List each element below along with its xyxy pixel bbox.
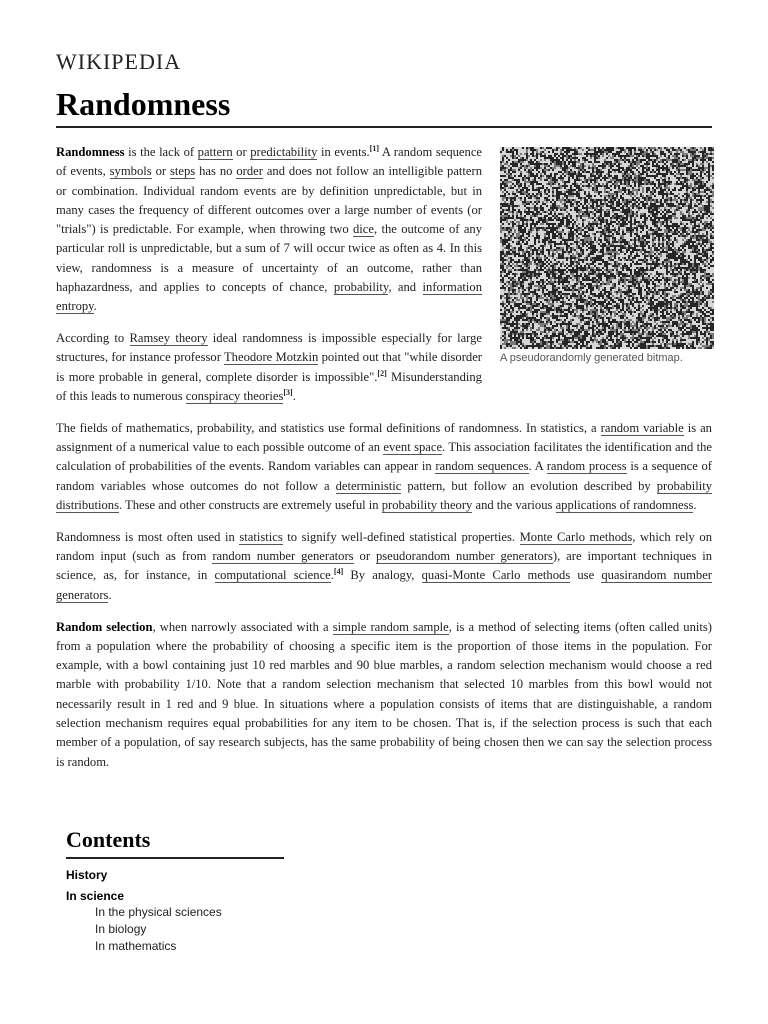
paragraph-fields: The fields of mathematics, probability, and statistics use formal definitions of randomness. In statistics, a random variable is an assignment of a numerical value to each possible outcome of an event space. This association facilitates the identification and the calculation of probabilities of the events. Random variables can appear in random sequences. A random process is a sequence of random variables whose outcomes do not follow a deterministic pattern, but follow an evolution described by probability distributions. These and other constructs are extremely useful in probability theory and the various applications of randomness. (56, 420, 713, 513)
article-body (56, 143, 712, 784)
link-predictability[interactable]: predictability (250, 145, 318, 159)
paragraph-random-selection: Random selection, when narrowly associated with a simple random sample, is a method of selecting items (often called units) from a population where the probability of choosing a specific item is the proportion of those items in the population. For example, with a bowl containing just 10 red marbles and 90 blue marbles, a random selection mechanism would choose a red marble with probability 1/10. Note that a random selection mechanism that selected 10 marbles from this bowl would not necessarily result in 1 red and 9 blue. In situations where a population consists of items that are distinguishable, a random selection mechanism requires equal probabilities for any item to be chosen. That is, if the selection process is such that each member of a population, of say research subjects, has the same probability of being chosen then we can say the selection process is random. (56, 619, 712, 769)
link-computational-science[interactable]: computational science (214, 568, 331, 583)
toc-item-history[interactable]: History (66, 868, 108, 882)
link-statistics[interactable]: statistics (239, 529, 283, 544)
link-theodore-motzkin[interactable]: Theodore Motzkin (223, 350, 319, 365)
table-of-contents (66, 826, 366, 955)
wikipedia-wordmark[interactable]: WIKIPEDIA (56, 49, 182, 74)
title-divider (56, 126, 712, 128)
link-deterministic[interactable]: deterministic (335, 478, 402, 493)
toc-item-in-science[interactable]: In science (66, 889, 125, 903)
page-title: Randomness (56, 86, 231, 122)
link-pattern[interactable]: pattern (197, 145, 233, 159)
link-symbols[interactable]: symbols (109, 164, 152, 179)
contents-title: Contents (66, 827, 151, 852)
term-randomness: Randomness (56, 145, 125, 159)
toc-item-mathematics[interactable]: In mathematics (95, 939, 177, 953)
link-conspiracy-theories[interactable]: conspiracy theories (185, 389, 284, 404)
figure-bitmap (500, 147, 722, 367)
link-steps[interactable]: steps (170, 164, 196, 179)
link-quasirandom-number-generators[interactable]: quasirandom number generators (56, 568, 713, 602)
link-probability[interactable]: probability (333, 280, 389, 295)
pseudorandom-bitmap-image[interactable] (500, 147, 714, 349)
link-event-space[interactable]: event space (383, 440, 443, 455)
link-order[interactable]: order (236, 164, 263, 179)
link-probability-distributions[interactable]: probability distributions (56, 478, 712, 513)
reference-2[interactable]: [2] (377, 368, 387, 378)
toc-item-biology[interactable]: In biology (95, 922, 147, 936)
figure-caption: A pseudorandomly generated bitmap. (500, 352, 683, 364)
link-information-entropy[interactable]: information entropy (56, 280, 483, 314)
link-pseudorandom-number-generators[interactable]: pseudorandom number generators (375, 549, 553, 564)
contents-divider (66, 857, 284, 859)
reference-3[interactable]: [3] (283, 388, 293, 398)
link-probability-theory[interactable]: probability theory (381, 498, 473, 513)
reference-4[interactable]: [4] (333, 567, 344, 577)
term-random-selection: Random selection (56, 619, 153, 634)
link-monte-carlo-methods[interactable]: Monte Carlo methods (519, 529, 633, 544)
link-simple-random-sample[interactable]: simple random sample (332, 619, 449, 634)
paragraph-intro: Randomness is the lack of pattern or predictability in events.[1] A random sequence of events, symbols or steps has no order and does not follow an intelligible pattern or combination. Individual random events are by definition unpredictable, but in many cases the frequency of different outcomes over a large number of events (or "trials") is predictable. For example, when throwing two dice, the outcome of any particular roll is unpredictable, but a sum of 7 will occur twice as often as 4. In this view, randomness is a measure of uncertainty of an outcome, rather than haphazardness, and applies to concepts of chance, probability, and information entropy. (56, 144, 483, 314)
link-random-number-generators[interactable]: random number generators (212, 549, 354, 564)
link-random-variable[interactable]: random variable (600, 420, 684, 435)
link-quasi-monte-carlo-methods[interactable]: quasi-Monte Carlo methods (421, 568, 571, 583)
toc-item-physical-sciences[interactable]: In the physical sciences (95, 905, 222, 919)
paragraph-statistics: Randomness is most often used in statistics to signify well-defined statistical properties. Monte Carlo methods, which rely on random input (such as from random number generators or pseudorandom number generators), are important techniques in science, as, for instance, in computational science.[4] By analogy, quasi-Monte Carlo methods use quasirandom number generators. (56, 529, 713, 602)
link-ramsey-theory[interactable]: Ramsey theory (129, 331, 208, 346)
reference-1[interactable]: [1] (369, 144, 379, 153)
link-random-sequences[interactable]: random sequences (435, 459, 529, 474)
link-random-process[interactable]: random process (546, 459, 627, 474)
link-applications-of-randomness[interactable]: applications of randomness (555, 498, 694, 513)
link-dice[interactable]: dice (353, 222, 374, 237)
paragraph-ramsey: According to Ramsey theory ideal randomness is impossible especially for large structures, for instance professor Theodore Motzkin pointed out that "while disorder is more probable in general, complete disorder is impossible".[2] Misunderstanding of this leads to numerous conspiracy theories[3]. (56, 331, 483, 404)
